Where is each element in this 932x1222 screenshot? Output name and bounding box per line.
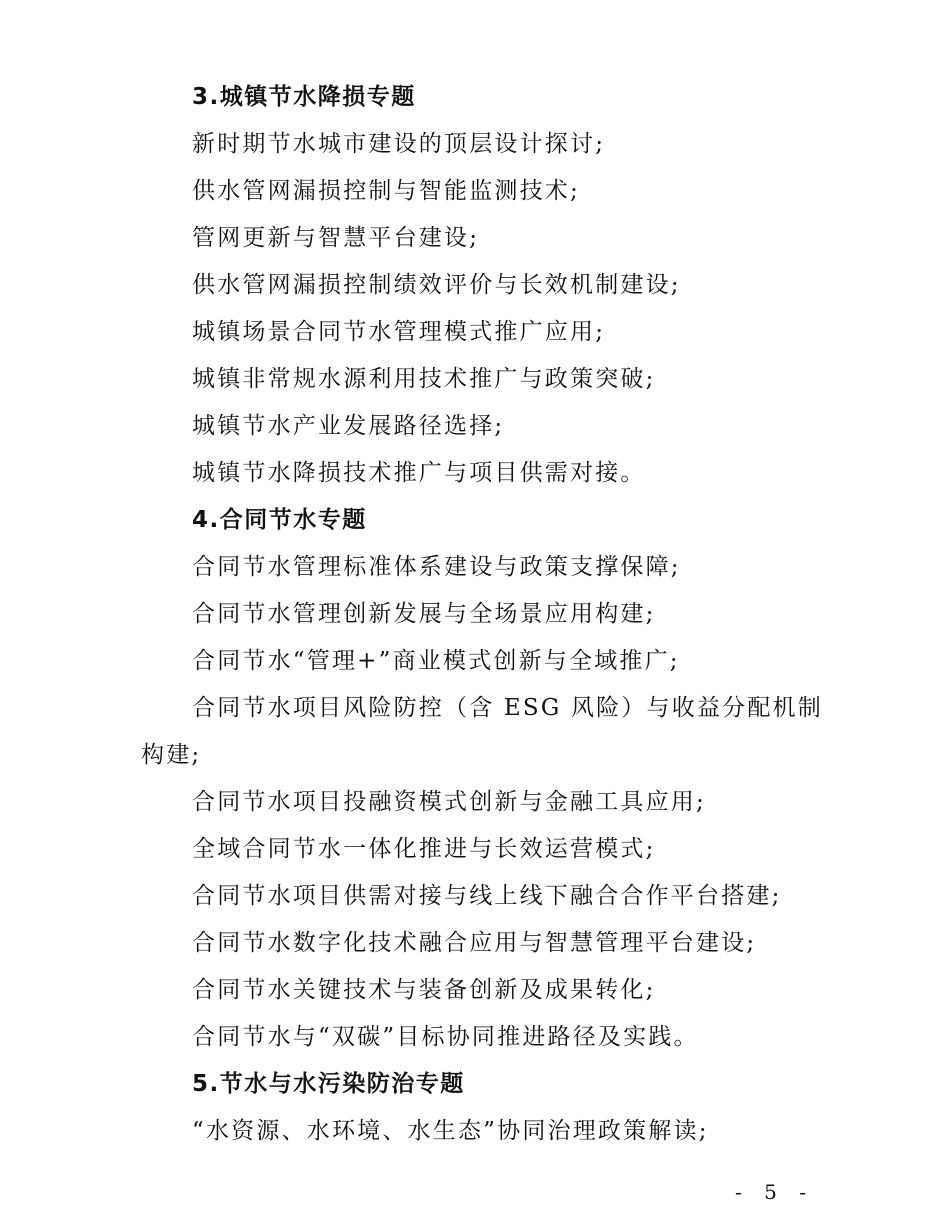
list-item: “水资源、水环境、水生态”协同治理政策解读; [192,1118,709,1144]
list-item: 合同节水项目供需对接与线上线下融合合作平台搭建; [192,883,782,909]
list-item: 供水管网漏损控制绩效评价与长效机制建设; [192,272,681,298]
section-heading-4: 4.合同节水专题 [192,507,367,533]
list-item: 城镇节水产业发展路径选择; [192,413,505,439]
list-item: 城镇非常规水源利用技术推广与政策突破; [192,366,656,392]
page-number: - 5 - [735,1180,814,1204]
list-item: 合同节水管理标准体系建设与政策支撑保障; [192,554,681,580]
section-heading-3: 3.城镇节水降损专题 [192,84,416,110]
list-item: 供水管网漏损控制与智能监测技术; [192,178,580,204]
list-item: 合同节水数字化技术融合应用与智慧管理平台建设; [192,930,757,956]
list-item: 城镇节水降损技术推广与项目供需对接。 [192,460,646,486]
list-item: 合同节水项目风险防控（含 ESG 风险）与收益分配机制 [192,695,823,721]
list-item: 合同节水与“双碳”目标协同推进路径及实践。 [192,1024,699,1050]
list-item: 管网更新与智慧平台建设; [192,225,480,251]
list-item: 合同节水“管理+”商业模式创新与全域推广; [192,648,680,674]
list-item: 全域合同节水一体化推进与长效运营模式; [192,836,656,862]
list-item: 合同节水关键技术与装备创新及成果转化; [192,977,656,1003]
list-item-continuation: 构建; [141,742,202,768]
list-item: 城镇场景合同节水管理模式推广应用; [192,319,606,345]
list-item: 新时期节水城市建设的顶层设计探讨; [192,131,606,157]
list-item: 合同节水管理创新发展与全场景应用构建; [192,601,656,627]
list-item: 合同节水项目投融资模式创新与金融工具应用; [192,789,706,815]
section-heading-5: 5.节水与水污染防治专题 [192,1071,465,1097]
